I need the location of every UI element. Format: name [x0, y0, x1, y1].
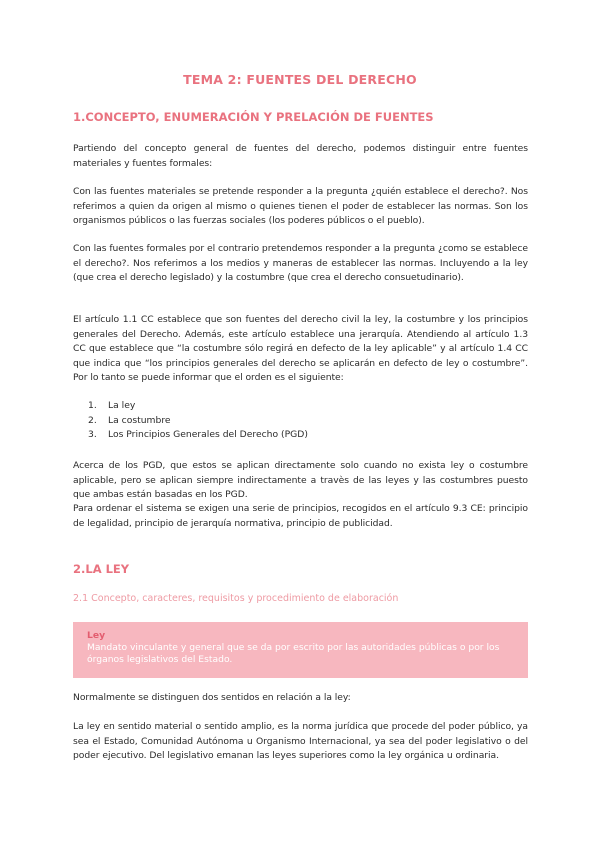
document-title: TEMA 2: FUENTES DEL DERECHO — [183, 72, 417, 87]
callout-label: Ley — [87, 630, 106, 641]
list-item: 2. La costumbre — [88, 414, 171, 426]
definition-callout — [73, 622, 528, 678]
section-1-paragraph-2: Con las fuentes materiales se pretende responder a la pregunta ¿quién establece el derecho?. Nos referimos a quien da origen al mismo o quienes tienen el poder de establecer las normas. Son los organismos públicos o las fuerzas sociales (los poderes públicos o el pueblo). — [73, 186, 528, 226]
callout-text: Mandato vinculante y general que se da por escrito por las autoridades públicas o por los órganos legislativos del Estado. — [87, 642, 500, 665]
section-2-paragraph-2: La ley en sentido material o sentido amplio, es la norma jurídica que procede del poder público, ya sea el Estado, Comunidad Autónoma u Organismo Internacional, ya sea del poder legislativo o del poder ejecutivo. Del legislativo emanan las leyes superiores como la ley orgánica u ordinaria. — [73, 721, 528, 761]
section-2-heading: 2.LA LEY — [73, 562, 130, 576]
sources-hierarchy-list — [88, 399, 308, 443]
section-1-paragraph-1: Partiendo del concepto general de fuentes del derecho, podemos distinguir entre fuentes materiales y fuentes formales: — [73, 143, 528, 169]
section-1-heading: 1.CONCEPTO, ENUMERACIÓN Y PRELACIÓN DE FUENTES — [73, 110, 434, 124]
section-2-1-subheading: 2.1 Concepto, caracteres, requisitos y procedimiento de elaboración — [73, 593, 399, 604]
section-1-paragraph-6: Para ordenar el sistema se exigen una serie de principios, recogidos en el artículo 9.3 CE: principio de legalidad, principio de jerarquía normativa, principio de publicidad. — [73, 503, 528, 529]
list-item: 1. La ley — [88, 400, 136, 411]
section-1-paragraph-4: El artículo 1.1 CC establece que son fuentes del derecho civil la ley, la costumbre y los principios generales del Derecho. Además, este artículo establece una jerarquía. Atendiendo al artículo 1.3 CC que establece que “la costumbre sólo regirá en defecto de la ley aplicable” y al artículo 1.4 CC que indica que “los principios generales del derecho se aplicarán en defecto de ley o costumbre”. Por lo tanto se puede informar que el orden es el siguiente: — [73, 314, 528, 383]
list-item: 3. Los Principios Generales del Derecho (PGD) — [88, 429, 308, 440]
section-1-paragraph-3: Con las fuentes formales por el contrario pretendemos responder a la pregunta ¿como se establece el derecho?. Nos referimos a los medios y maneras de establecer las normas. Incluyendo a la ley (que crea el derecho legislado) y la costumbre (que crea el derecho consuetudinario). — [73, 243, 528, 283]
section-1-paragraph-5: Acerca de los PGD, que estos se aplican directamente solo cuando no exista ley o costumbre aplicable, pero se aplican siempre indirectamente a travès de las leyes y las costumbres puesto que ambas están basadas en los PGD. — [73, 460, 528, 500]
section-2-paragraph-1: Normalmente se distinguen dos sentidos en relación a la ley: — [73, 692, 351, 703]
